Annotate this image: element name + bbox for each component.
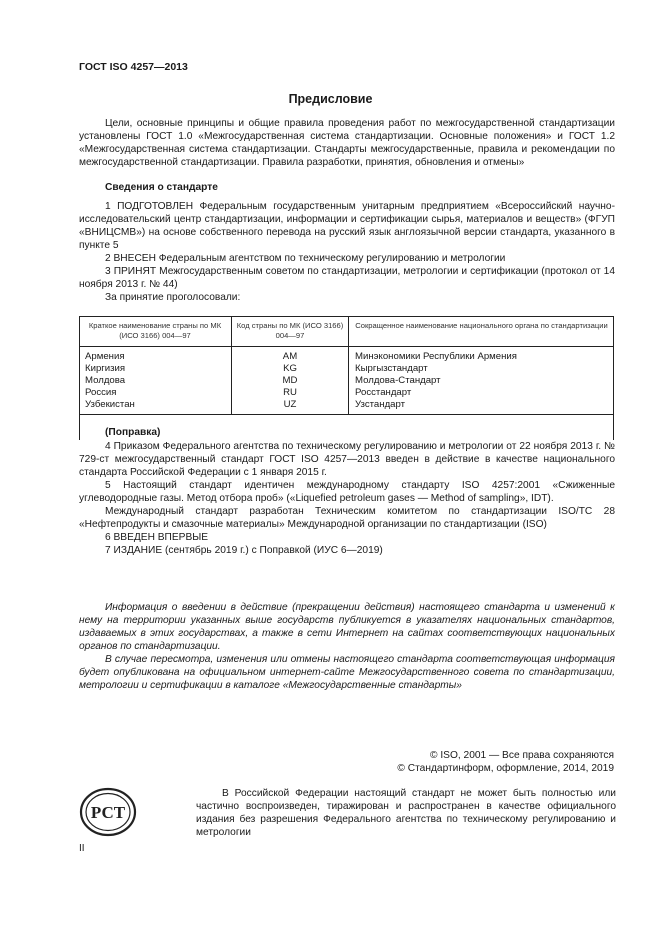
cell-body: Молдова-Стандарт bbox=[355, 375, 441, 386]
col-header-country: Краткое наименование страны по МК (ИСО 3166) 004—97 bbox=[79, 317, 232, 347]
page-title: Предисловие bbox=[288, 92, 373, 106]
info-items bbox=[79, 200, 615, 304]
page-number: II bbox=[79, 843, 85, 854]
amendment-label: (Поправка) bbox=[105, 427, 161, 438]
amendment-items bbox=[79, 440, 615, 557]
item-2: 2 ВНЕСЕН Федеральным агентством по техническому регулированию и метрологии bbox=[105, 253, 506, 264]
cell-code: KG bbox=[232, 363, 349, 375]
cell-body: Кыргызстандарт bbox=[355, 363, 428, 374]
copyright-iso: © ISO, 2001 — Все права сохраняются bbox=[430, 750, 614, 761]
item-7: 7 ИЗДАНИЕ (сентябрь 2019 г.) с Поправкой (ИУС 6—2019) bbox=[105, 545, 383, 556]
table-row bbox=[79, 363, 614, 375]
notice-text: В Российской Федерации настоящий стандарт не может быть полностью или частично воспроизведен, тиражирован и распространен в качестве официального издания без разрешения Федерального агентства по техническому регулированию и метрологии bbox=[196, 788, 616, 838]
cell-country: Узбекистан bbox=[79, 399, 232, 415]
standard-code-header: ГОСТ ISO 4257—2013 bbox=[79, 61, 188, 73]
item-5-note: Международный стандарт разработан Техническим комитетом по стандартизации ISO/TC 28 «Нефтепродукты и смазочные материалы» Международной организации по стандартизации (ISO) bbox=[79, 506, 615, 530]
cell-body: Росстандарт bbox=[355, 387, 412, 398]
info-heading: Сведения о стандарте bbox=[105, 182, 218, 193]
voting-table bbox=[79, 316, 614, 415]
logo-text: РСТ bbox=[90, 803, 126, 822]
item-6: 6 ВВЕДЕН ВПЕРВЫЕ bbox=[105, 532, 209, 543]
cell-country: Киргизия bbox=[85, 363, 126, 374]
copyright bbox=[397, 749, 614, 775]
note-2: В случае пересмотра, изменения или отмены настоящего стандарта соответствующая информация будет опубликована на официальном интернет-сайте Межгосударственного совета по стандартизации, метрологии и сертификации в каталоге «Межгосударственные стандарты» bbox=[79, 654, 615, 691]
copyright-standartinform: © Стандартинформ, оформление, 2014, 2019 bbox=[397, 763, 614, 774]
col-header-code: Код страны по МК (ИСО 3166) 004—97 bbox=[232, 317, 349, 347]
cell-body: Минэкономики Республики Армения bbox=[355, 351, 517, 362]
item-4: 4 Приказом Федерального агентства по техническому регулированию и метрологии от 22 ноября 2013 г. № 729-ст межгосударственный стандарт ГОСТ ISO 4257—2013 введен в действие в качестве национального стандарта Российской Федерации с 1 января 2015 г. bbox=[79, 441, 615, 478]
table-row bbox=[79, 399, 614, 415]
cell-code: MD bbox=[232, 375, 349, 387]
cell-country: Армения bbox=[85, 351, 125, 362]
intro-paragraph: Цели, основные принципы и общие правила проведения работ по межгосударственной стандартизации установлены ГОСТ 1.0 «Межгосударственная система стандартизации. Основные положения» и ГОСТ 1.2 «Межгосударственная система стандартизации. Стандарты межгосударственные, правила и рекомендации по межгосударственной стандартизации. Правила разработки, принятия, обновления и отмены» bbox=[79, 118, 615, 168]
table-row bbox=[79, 387, 614, 399]
table-row bbox=[79, 347, 614, 364]
cell-code: UZ bbox=[232, 399, 349, 415]
gost-r-certification-mark-icon bbox=[79, 787, 137, 837]
reproduction-notice bbox=[196, 787, 616, 839]
item-1: 1 ПОДГОТОВЛЕН Федеральным государственным унитарным предприятием «Всероссийский научно-исследовательский центр стандартизации, информации и сертификации сырья, материалов и веществ» (ФГУП «ВНИЦСМВ») на основе собственного перевода на русский язык англоязычной версии стандарта, указанного в пункте 5 bbox=[79, 201, 615, 251]
cell-body: Узстандарт bbox=[349, 399, 615, 415]
info-notes bbox=[79, 601, 615, 692]
item-5: 5 Настоящий стандарт идентичен международному стандарту ISO 4257:2001 «Сжиженные углеводородные газы. Метод отбора проб» («Liquefied petroleum gases — Method of sampling», IDT). bbox=[79, 480, 615, 504]
cell-country: Россия bbox=[85, 387, 117, 398]
table-row bbox=[79, 375, 614, 387]
col-header-body: Сокращенное наименование национального органа по стандартизации bbox=[349, 317, 615, 347]
cell-code: RU bbox=[232, 387, 349, 399]
item-3: 3 ПРИНЯТ Межгосударственным советом по стандартизации, метрологии и сертификации (протокол от 14 ноября 2013 г. № 44) bbox=[79, 266, 615, 290]
cell-country: Молдова bbox=[85, 375, 126, 386]
voted-label: За принятие проголосовали: bbox=[105, 292, 241, 303]
note-1: Информация о введении в действие (прекращении действия) настоящего стандарта и изменений к нему на территории указанных выше государств публикуется в указателях национальных стандартов, издаваемых в этих государствах, а также в сети Интернет на сайтах соответствующих национальных органов по стандартизации. bbox=[79, 602, 615, 652]
intro-block bbox=[79, 117, 615, 169]
cell-code: AM bbox=[232, 347, 349, 364]
